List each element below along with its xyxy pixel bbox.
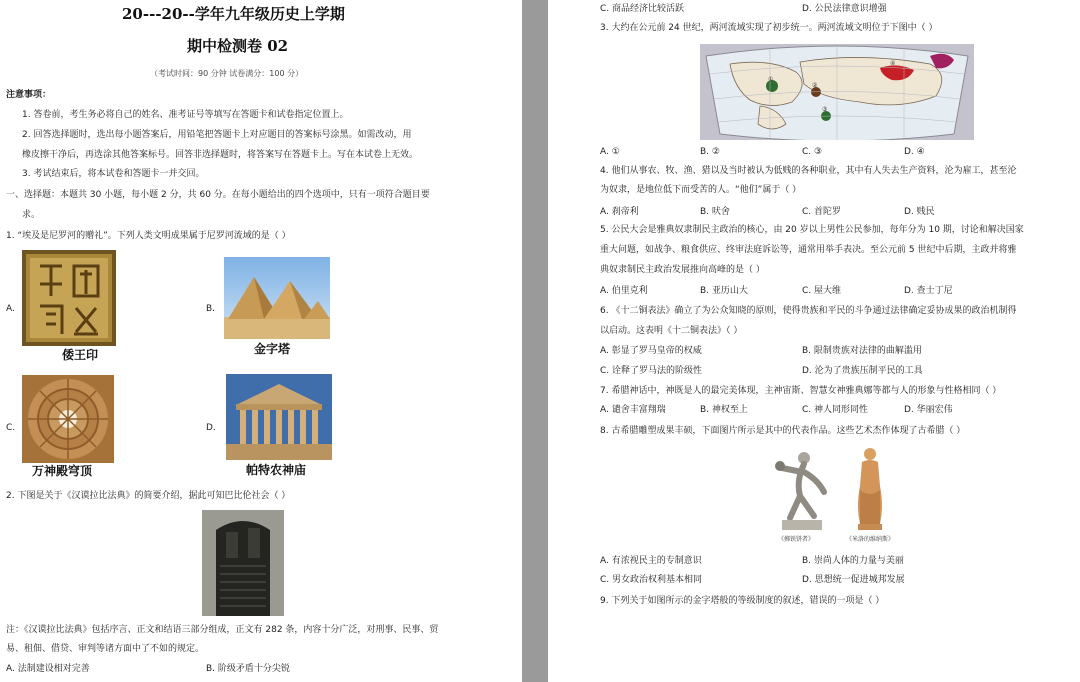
question-9: 9. 下列关于如图所示的金字塔般的等级制度的叙述，错误的一项是（ ）	[600, 596, 885, 606]
q3-option-d: D. ④	[904, 147, 925, 157]
map-mark-3: ③	[822, 106, 828, 113]
world-map-image	[700, 44, 974, 140]
question-5: 5. 公民大会是雅典奴隶制民主政治的核心，由 20 岁以上男性公民参加，每年分为 10 期，讨论和解决国家	[600, 225, 1024, 235]
q5-option-b: B. 亚历山大	[700, 286, 748, 296]
option-letter-c: C.	[6, 423, 16, 433]
q5-option-c: C. 屋大维	[802, 286, 842, 296]
q2-note-cont: 易、租佃、借贷、审判等诸方面中了不如的规定。	[6, 644, 205, 654]
q2-note: 注：《汉谟拉比法典》包括序言、正文和结语三部分组成，正文有 282 条，内容十分广泛，对刑事、民事、贸	[6, 625, 439, 635]
discobolus-image	[774, 446, 830, 530]
notice-line: 3. 考试结束后，将本试卷和答题卡一并交回。	[22, 169, 205, 179]
question-6: 6. 《十二铜表法》确立了为公众知晓的原则，使得贵族和平民的斗争通过法律确定妥协成果的政治机制得	[600, 306, 1017, 316]
caption-venus: 《米洛的维纳斯》	[846, 536, 895, 543]
caption-d: 帕特农神庙	[246, 463, 307, 477]
q7-option-b: B. 神权至上	[700, 405, 748, 415]
q3-option-b: B. ②	[700, 147, 720, 157]
doc-title: 20---20--学年九年级历史上学期	[122, 5, 345, 23]
q4-option-d: D. 贱民	[904, 207, 935, 217]
q3-option-a: A. ①	[600, 147, 620, 157]
question-6-cont: 以启动。这表明《十二铜表法》（ ）	[600, 326, 743, 336]
question-8: 8. 古希腊雕塑成果丰硕，下面图片所示是其中的代表作品。这些艺术杰作体现了古希腊（ ）	[600, 426, 966, 436]
q2-option-c: C. 商品经济比较活跃	[600, 4, 685, 14]
section-heading-cont: 求。	[22, 210, 41, 220]
pyramids-image	[224, 257, 330, 339]
question-5-cont: 重大问题，如战争、粮食供应、终审法庭诉讼等，通常用举手表决。至公元前 5 世纪中后期，主政并将雅	[600, 245, 1017, 255]
q8-option-c: C. 男女政治权利基本相同	[600, 575, 703, 585]
q5-option-a: A. 伯里克利	[600, 286, 648, 296]
notice-line: 2. 回答选择题时，选出每小题答案后，用铅笔把答题卡上对应题目的答案标号涂黑。如需改动，用	[22, 130, 412, 140]
q6-option-b: B. 限制贵族对法律的曲解滥用	[802, 346, 922, 356]
q4-option-a: A. 刹帝利	[600, 207, 639, 217]
q8-option-b: B. 崇尚人体的力量与美丽	[802, 556, 904, 566]
question-5-cont2: 典奴隶制民主政治发展推向高峰的是（ ）	[600, 265, 765, 275]
map-mark-2: ②	[812, 82, 818, 89]
q6-option-c: C. 诠释了罗马法的阶级性	[600, 366, 703, 376]
pantheon-dome-image	[22, 375, 114, 463]
q4-option-b: B. 吠舍	[700, 207, 730, 217]
doc-subtitle: 期中检测卷 02	[187, 37, 289, 55]
document-page-left	[0, 0, 522, 682]
q6-option-d: D. 沦为了贵族压制平民的工具	[802, 366, 923, 376]
notice-title: 注意事项：	[6, 90, 52, 100]
notice-line: 橡皮擦干净后，再选涂其他答案标号。回答非选择题时，将答案写在答题卡上。写在本试卷上无效。	[22, 150, 419, 160]
caption-c: 万神殿穹顶	[32, 464, 93, 478]
q2-option-a: A. 法制建设相对完善	[6, 664, 90, 674]
caption-b: 金字塔	[254, 342, 291, 356]
question-7: 7. 希腊神话中，神既是人的最完美体现，主神宙斯、智慧女神雅典娜等都与人的形象与性格相同（ ）	[600, 386, 1002, 396]
q6-option-a: A. 彰显了罗马皇帝的权威	[600, 346, 702, 356]
q2-option-b: B. 阶级矛盾十分尖锐	[206, 664, 290, 674]
page-gutter	[522, 0, 548, 682]
question-4: 4. 他们从事农、牧、渔、猎以及当时被认为低贱的各种职业，其中有人失去生产资料，沦为雇工，甚至沦	[600, 166, 1017, 176]
map-mark-1: ①	[768, 76, 774, 83]
q7-option-d: D. 华丽宏伟	[904, 405, 953, 415]
option-letter-a: A.	[6, 304, 15, 314]
question-4-cont: 为奴隶，是地位低下而受苦的人。“他们”属于（ ）	[600, 185, 802, 195]
caption-a: 倭王印	[62, 348, 99, 362]
question-1: 1. “埃及是尼罗河的赠礼”。下列人类文明成果属于尼罗河流域的是（ ）	[6, 231, 291, 241]
q8-option-a: A. 有浓视民主的专制意识	[600, 556, 702, 566]
q7-option-a: A. 谴舍丰富翔瑞	[600, 405, 666, 415]
section-heading: 一、选择题：本题共 30 小题，每小题 2 分，共 60 分。在每小题给出的四个选项中，只有一项符合题目要	[6, 190, 430, 200]
q8-option-d: D. 思想统一促进城邦发展	[802, 575, 905, 585]
q2-option-d: D. 公民法律意识增强	[802, 4, 887, 14]
map-mark-4: ④	[890, 60, 896, 67]
seal-image	[22, 250, 116, 346]
option-letter-d: D.	[206, 423, 216, 433]
hammurabi-stele-image	[202, 510, 284, 616]
caption-discobolus: 《掷铁饼者》	[778, 536, 815, 543]
q7-option-c: C. 神人同形同性	[802, 405, 869, 415]
q4-option-c: C. 首陀罗	[802, 207, 842, 217]
venus-de-milo-image	[850, 446, 890, 530]
notice-line: 1. 答卷前，考生务必将自己的姓名、准考证号等填写在答题卡和试卷指定位置上。	[22, 110, 349, 120]
question-3: 3. 大约在公元前 24 世纪，两河流域实现了初步统一。两河流域文明位于下图中（ ）	[600, 23, 938, 33]
q5-option-d: D. 查士丁尼	[904, 286, 953, 296]
parthenon-image	[226, 374, 332, 460]
q3-option-c: C. ③	[802, 147, 823, 157]
question-2: 2. 下图是关于《汉谟拉比法典》的简要介绍，据此可知巴比伦社会（ ）	[6, 491, 291, 501]
document-page-right	[548, 0, 1080, 682]
option-letter-b: B.	[206, 304, 216, 314]
exam-info: （考试时间：90 分钟 试卷满分：100 分）	[150, 69, 304, 78]
